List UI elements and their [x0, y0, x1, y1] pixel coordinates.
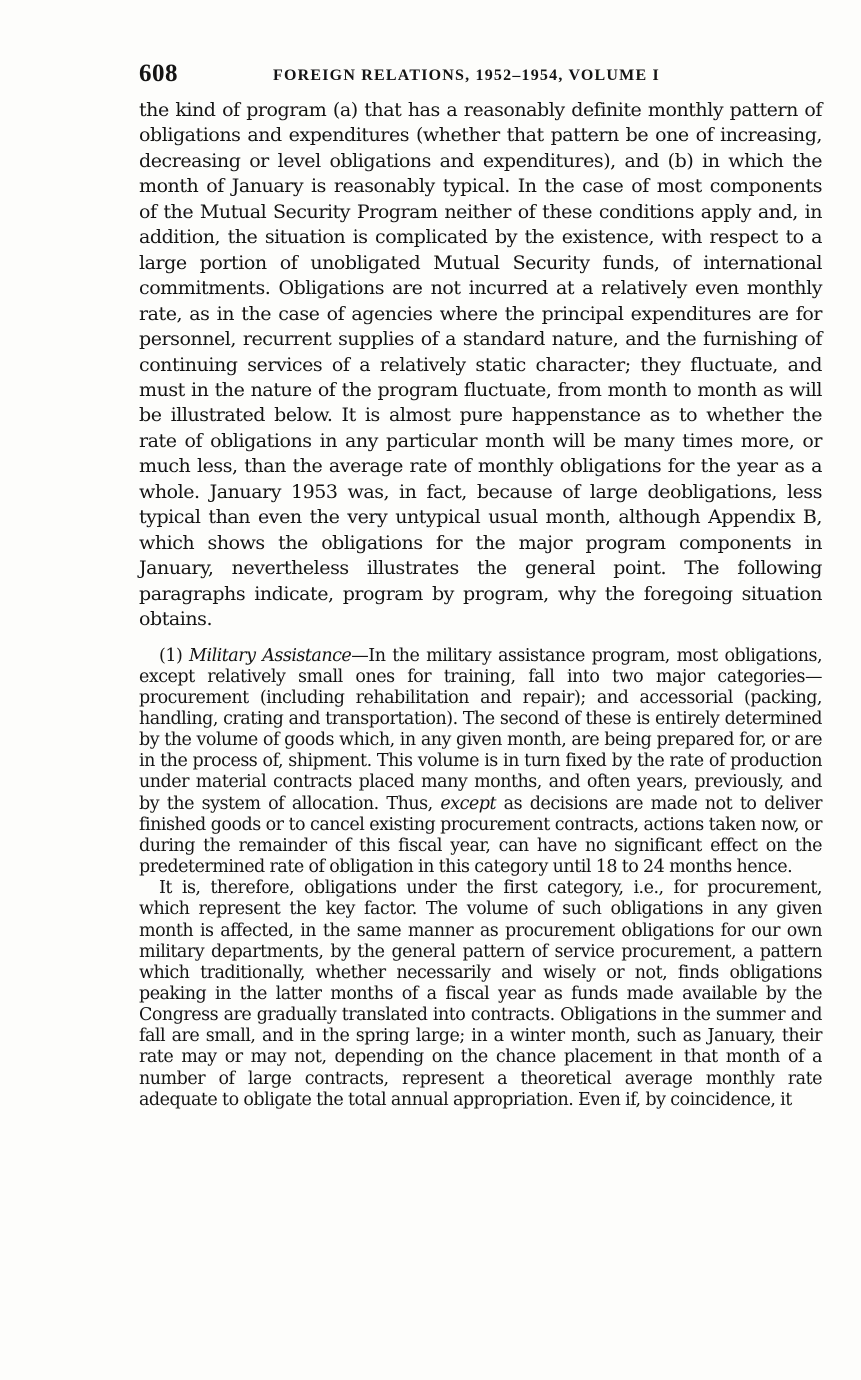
page-number: 608 — [139, 60, 178, 87]
running-header — [139, 60, 822, 98]
military-assistance-paragraph — [139, 646, 822, 879]
procurement-paragraph: It is, therefore, obligations under the first category, i.e., for procurement, which represent the key factor. The volume of such obligations in any given month is affected, in the same manner as procurement obligations for our own military departments, by the general pattern of service procurement, a pattern which traditionally, whether necessarily and wisely or not, finds obligations peaking in the latter months of a fiscal year as funds made available by the Congress are gradually translated into contracts. Obligations in the summer and fall are small, and in the spring large; in a winter month, such as January, their rate may or may not, depending on the chance placement in that month of a number of large contracts, represent a theoretical average monthly rate adequate to obligate the total annual appropriation. Even if, by coincidence, it — [139, 878, 822, 1110]
military-text-part-2: as decisions are made not to deliver finished goods or to cancel existing procurement contracts, actions taken now, or during the remainder of this fiscal year, can have no significant effect on the predetermined rate of obligation in this category until 18 to 24 months hence. — [139, 793, 823, 878]
intro-paragraph: the kind of program (a) that has a reasonably definite monthly pattern of obligations and expenditures (whether that pattern be one of increasing, decreasing or level obligations and expenditures), and (b) in which the month of January is reasonably typical. In the case of most components of the Mutual Security Program neither of these conditions apply and, in addition, the situation is complicated by the existence, with respect to a large portion of unobligated Mutual Security funds, of international commitments. Obligations are not incurred at a relatively even monthly rate, as in the case of agencies where the principal expenditures are for personnel, recurrent supplies of a standard nature, and the furnishing of continuing services of a relatively static character; they fluctuate, and must in the nature of the program fluctuate, from month to month as will be illustrated below. It is almost pure happenstance as to whether the rate of obligations in any particular month will be many times more, or much less, than the average rate of monthly obligations for the year as a whole. January 1953 was, in fact, because of large deobligations, less typical than even the very untypical usual month, although Appendix B, which shows the obligations for the major program components in January, nevertheless illustrates the general point. The following paragraphs indicate, program by program, why the foregoing situation obtains. — [139, 99, 822, 631]
emphasis-except: except — [440, 793, 496, 814]
running-title: FOREIGN RELATIONS, 1952–1954, VOLUME I — [273, 67, 660, 84]
document-page — [139, 60, 822, 1111]
section-heading: Military Assistance — [189, 645, 352, 666]
section-number: (1) — [159, 645, 183, 666]
military-text-part-1: —In the military assistance program, most obligations, except relatively small ones for training, fall into two major categories—procurement (including rehabilitation and repair); and accessorial (packing, handling, crating and transportation). The second of these is entirely determined by the volume of goods which, in any given month, are being prepared for, or are in the process of, shipment. This volume is in turn fixed by the rate of production under material contracts placed many months, and often years, previously, and by the system of allocation. Thus, — [139, 645, 823, 814]
